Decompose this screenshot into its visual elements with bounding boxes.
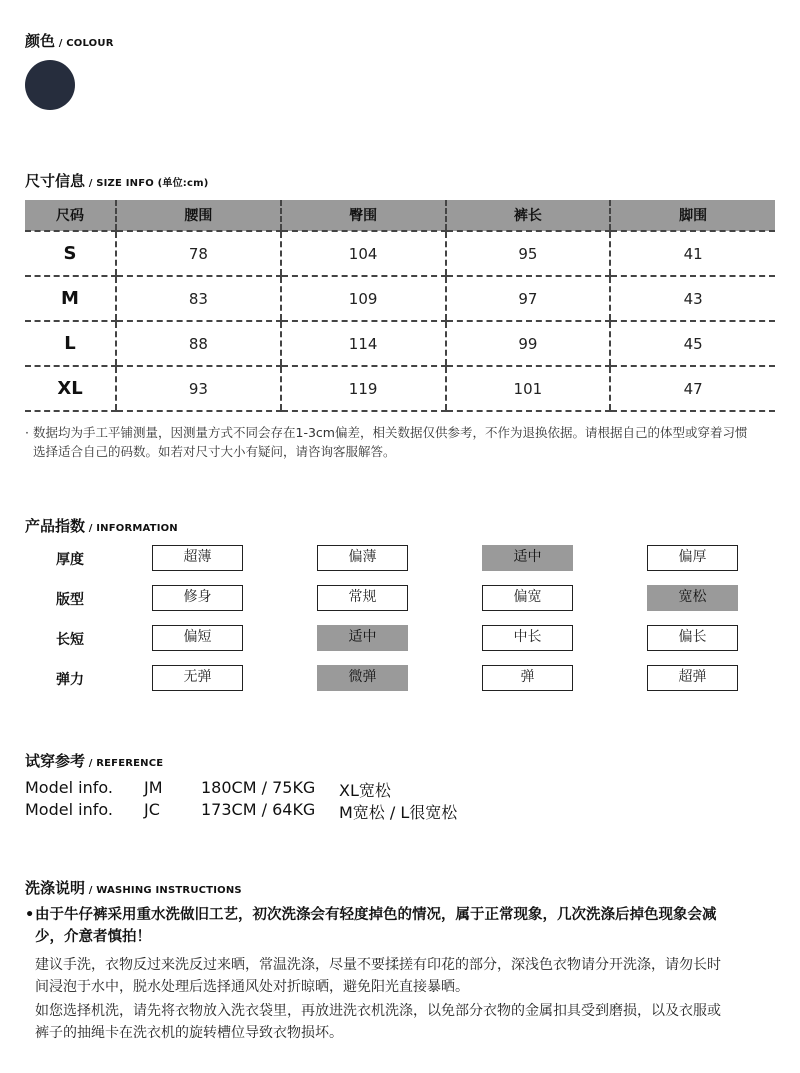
info-option[interactable]: 弹 xyxy=(482,665,573,691)
size-section-title xyxy=(25,170,209,191)
waist-cell: 88 xyxy=(116,321,281,366)
header-cell: 脚围 xyxy=(610,200,775,231)
header-cell: 裤长 xyxy=(446,200,611,231)
info-label-stretch: 弹力 xyxy=(56,672,84,688)
size-cell: M xyxy=(25,276,116,321)
model-fit: XL宽松 xyxy=(339,781,391,800)
washing-title-cn: 洗涤说明 xyxy=(25,879,86,897)
info-option[interactable]: 偏厚 xyxy=(647,545,738,571)
colour-section-title xyxy=(25,30,114,51)
model-name: JM xyxy=(144,778,163,797)
info-option[interactable]: 偏长 xyxy=(647,625,738,651)
washing-machine-line-1: 如您选择机洗，请先将衣物放入洗衣袋里，再放进洗衣机洗涤，以免部分衣物的金属扣具受到磨损，以及衣服或 xyxy=(35,1003,721,1019)
info-option[interactable]: 偏薄 xyxy=(317,545,408,571)
info-label-fit: 版型 xyxy=(56,592,84,608)
washing-section-title xyxy=(25,877,242,898)
washing-paragraph-machine xyxy=(35,1000,785,1044)
info-section-title xyxy=(25,515,178,536)
table-row xyxy=(25,231,775,276)
info-option[interactable]: 适中 xyxy=(317,625,408,651)
washing-main-line-1: 由于牛仔裤采用重水洗做旧工艺，初次洗涤会有轻度掉色的情况，属于正常现象，几次洗涤后掉色现象会减 xyxy=(35,907,717,923)
header-cell: 尺码 xyxy=(25,200,116,231)
table-row xyxy=(25,366,775,411)
reference-section-title xyxy=(25,750,163,771)
hip-cell: 119 xyxy=(281,366,446,411)
header-cell: 腰围 xyxy=(116,200,281,231)
model-stats: 173CM / 64KG xyxy=(201,800,316,819)
washing-title-en: / WASHING INSTRUCTIONS xyxy=(85,885,242,896)
model-info-label: Model info. xyxy=(25,778,113,797)
reference-title-cn: 试穿参考 xyxy=(25,752,86,770)
model-fit: M宽松 / L很宽松 xyxy=(339,803,458,822)
length-cell: 99 xyxy=(446,321,611,366)
header-cell: 臀围 xyxy=(281,200,446,231)
info-option[interactable]: 超薄 xyxy=(152,545,243,571)
size-note-line xyxy=(25,442,780,461)
waist-cell: 78 xyxy=(116,231,281,276)
size-cell: S xyxy=(25,231,116,276)
model-stats: 180CM / 75KG xyxy=(201,778,316,797)
length-cell: 101 xyxy=(446,366,611,411)
washing-hand-line-2: 间浸泡于水中，脱水处理后选择通风处对折晾晒，避免阳光直接暴晒。 xyxy=(35,979,469,995)
model-name: JC xyxy=(144,800,160,819)
washing-paragraph-hand xyxy=(35,954,785,998)
info-label-length: 长短 xyxy=(56,632,84,648)
info-option[interactable]: 偏宽 xyxy=(482,585,573,611)
bullet-icon: · xyxy=(25,425,29,440)
size-cell: L xyxy=(25,321,116,366)
hem-cell: 45 xyxy=(610,321,775,366)
info-option[interactable]: 宽松 xyxy=(647,585,738,611)
size-note xyxy=(25,423,780,461)
info-option[interactable]: 适中 xyxy=(482,545,573,571)
size-title-cn: 尺寸信息 xyxy=(25,172,86,190)
hem-cell: 43 xyxy=(610,276,775,321)
waist-cell: 83 xyxy=(116,276,281,321)
info-option[interactable]: 偏短 xyxy=(152,625,243,651)
hip-cell: 114 xyxy=(281,321,446,366)
size-note-text-1: 数据均为手工平铺测量，因测量方式不同会存在1-3cm偏差，相关数据仅供参考，不作为退换依据。请根据自己的体型或穿着习惯 xyxy=(33,425,748,440)
waist-cell: 93 xyxy=(116,366,281,411)
length-cell: 97 xyxy=(446,276,611,321)
bullet-icon: • xyxy=(25,907,35,923)
size-title-en: / SIZE INFO (单位:cm) xyxy=(85,178,209,189)
size-note-text-2: 选择适合自己的码数。如若对尺寸大小有疑问，请咨询客服解答。 xyxy=(33,444,396,459)
hem-cell: 47 xyxy=(610,366,775,411)
table-row xyxy=(25,276,775,321)
info-option[interactable]: 超弹 xyxy=(647,665,738,691)
info-label-thickness: 厚度 xyxy=(56,552,84,568)
model-info-label: Model info. xyxy=(25,800,113,819)
info-option[interactable]: 常规 xyxy=(317,585,408,611)
washing-main-line-2: 少，介意者慎拍！ xyxy=(35,929,151,945)
colour-swatch[interactable] xyxy=(25,60,75,110)
hem-cell: 41 xyxy=(610,231,775,276)
washing-main-note xyxy=(25,904,785,948)
hip-cell: 109 xyxy=(281,276,446,321)
hip-cell: 104 xyxy=(281,231,446,276)
washing-hand-line-1: 建议手洗，衣物反过来洗反过来晒，常温洗涤，尽量不要揉搓有印花的部分，深浅色衣物请分开洗涤，请勿长时 xyxy=(35,957,721,973)
length-cell: 95 xyxy=(446,231,611,276)
size-cell: XL xyxy=(25,366,116,411)
washing-machine-line-2: 裤子的抽绳卡在洗衣机的旋转槽位导致衣物损坏。 xyxy=(35,1025,343,1041)
info-title-en: / INFORMATION xyxy=(85,523,178,534)
colour-title-en: / COLOUR xyxy=(55,38,114,49)
info-title-cn: 产品指数 xyxy=(25,517,86,535)
table-row xyxy=(25,321,775,366)
reference-title-en: / REFERENCE xyxy=(85,758,164,769)
info-option[interactable]: 微弹 xyxy=(317,665,408,691)
info-option[interactable]: 中长 xyxy=(482,625,573,651)
colour-title-cn: 颜色 xyxy=(25,32,56,50)
info-option[interactable]: 无弹 xyxy=(152,665,243,691)
size-table-header xyxy=(25,200,775,231)
info-option[interactable]: 修身 xyxy=(152,585,243,611)
size-table xyxy=(25,200,775,412)
size-note-line xyxy=(25,423,780,442)
